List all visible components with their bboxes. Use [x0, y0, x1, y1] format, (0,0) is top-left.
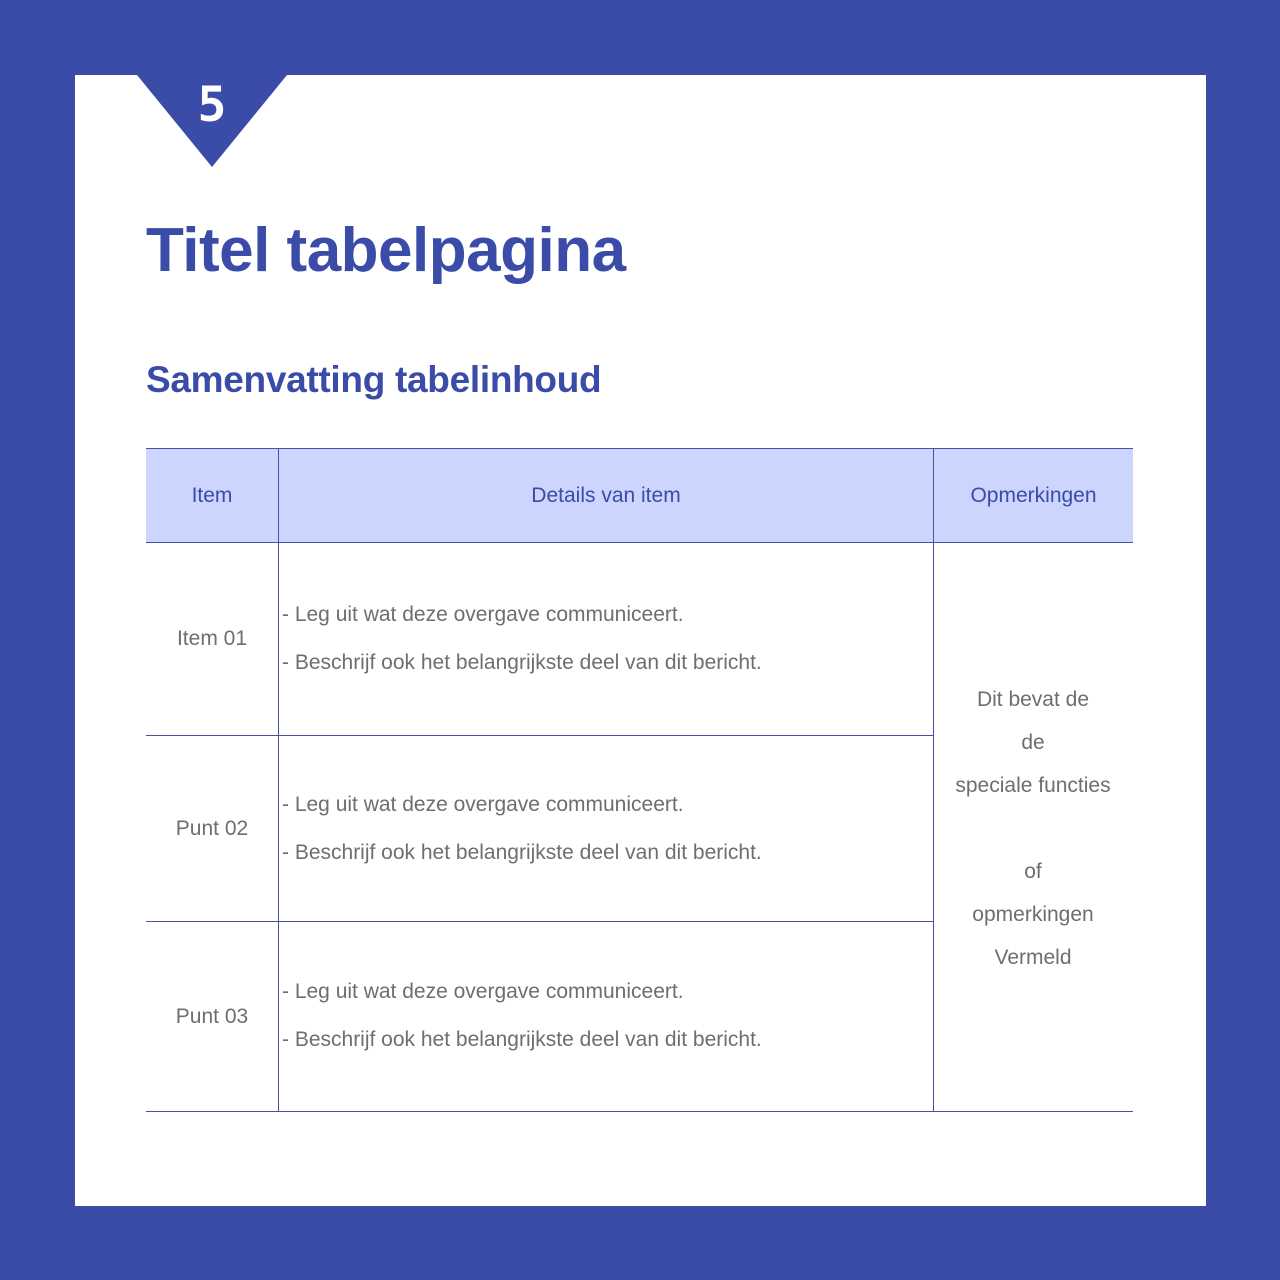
page-panel — [75, 75, 1206, 1206]
remark-line — [933, 807, 1133, 850]
row-details — [282, 591, 762, 687]
remarks-cell — [933, 678, 1133, 979]
detail-line: - Leg uit wat deze overgave communiceert. — [282, 980, 684, 1003]
divider — [278, 448, 279, 1112]
row-item-label: Punt 02 — [175, 816, 249, 840]
divider — [146, 1111, 1133, 1112]
header-item: Item — [191, 483, 233, 507]
row-details — [282, 781, 762, 877]
divider — [146, 542, 1133, 543]
detail-line: - Leg uit wat deze overgave communiceert. — [282, 793, 684, 816]
row-item-label: Item 01 — [176, 627, 248, 650]
header-remarks: Opmerkingen — [970, 483, 1097, 507]
detail-line: - Beschrijf ook het belangrijkste deel van dit bericht. — [282, 841, 762, 864]
detail-line: - Beschrijf ook het belangrijkste deel van dit bericht. — [282, 651, 762, 674]
page-title: Titel tabelpagina — [146, 216, 626, 285]
remark-line: Vermeld — [994, 946, 1072, 969]
detail-line: - Beschrijf ook het belangrijkste deel van dit bericht. — [282, 1028, 762, 1051]
remark-line: opmerkingen — [972, 903, 1094, 926]
header-details: Details van item — [531, 483, 681, 507]
section-subtitle: Samenvatting tabelinhoud — [146, 359, 602, 400]
row-details — [282, 968, 762, 1064]
page-number: 5 — [197, 77, 227, 133]
remark-line: de — [1021, 731, 1045, 754]
remark-line: Dit bevat de — [976, 688, 1090, 711]
detail-line: - Leg uit wat deze overgave communiceert. — [282, 603, 684, 626]
remark-line: of — [1024, 860, 1042, 883]
remark-line: speciale functies — [955, 774, 1111, 797]
row-item-label: Punt 03 — [175, 1004, 249, 1028]
